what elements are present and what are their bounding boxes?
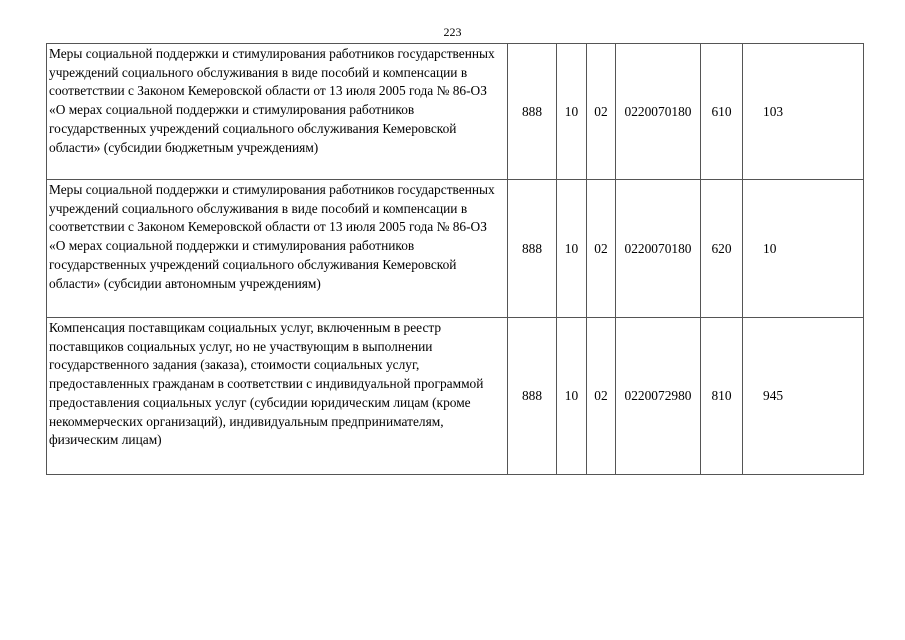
table-row bbox=[47, 318, 864, 475]
subsection-code: 02 bbox=[587, 44, 616, 180]
section-code: 10 bbox=[557, 44, 587, 180]
target-article-code: 0220070180 bbox=[616, 180, 701, 318]
section-code: 10 bbox=[557, 180, 587, 318]
row-description: Меры социальной поддержки и стимулирования работников государственных учреждений социального обслуживания в виде пособий и компенсации в соответствии с Законом Кемеровской области от 13 июля 2005 года № 86-ОЗ «О мерах социальной поддержки и стимулирования работников государственных учреждений социального обслуживания Кемеровской области» (субсидии бюджетным учреждениям) bbox=[47, 44, 508, 180]
section-code: 10 bbox=[557, 318, 587, 475]
amount: 945 bbox=[743, 318, 864, 475]
subsection-code: 02 bbox=[587, 180, 616, 318]
page-number: 223 bbox=[443, 25, 462, 39]
subsection-code: 02 bbox=[587, 318, 616, 475]
expense-type-code: 620 bbox=[701, 180, 743, 318]
ministry-code: 888 bbox=[508, 44, 557, 180]
amount: 103 bbox=[743, 44, 864, 180]
expense-type-code: 810 bbox=[701, 318, 743, 475]
expense-type-code: 610 bbox=[701, 44, 743, 180]
target-article-code: 0220072980 bbox=[616, 318, 701, 475]
budget-table bbox=[46, 43, 864, 475]
row-description: Меры социальной поддержки и стимулирования работников государственных учреждений социального обслуживания в виде пособий и компенсации в соответствии с Законом Кемеровской области от 13 июля 2005 года № 86-ОЗ «О мерах социальной поддержки и стимулирования работников государственных учреждений социального обслуживания Кемеровской области» (субсидии автономным учреждениям) bbox=[47, 180, 508, 318]
table-row bbox=[47, 44, 864, 180]
ministry-code: 888 bbox=[508, 318, 557, 475]
row-description: Компенсация поставщикам социальных услуг, включенным в реестр поставщиков социальных услуг, но не участвующим в выполнении государственного задания (заказа), стоимости социальных услуг, предоставленных гражданам в соответствии с индивидуальной программой предоставления социальных услуг (субсидии юридическим лицам (кроме некоммерческих организаций), индивидуальным предпринимателям, физическим лицам) bbox=[47, 318, 508, 475]
target-article-code: 0220070180 bbox=[616, 44, 701, 180]
amount: 10 bbox=[743, 180, 864, 318]
table-row bbox=[47, 180, 864, 318]
ministry-code: 888 bbox=[508, 180, 557, 318]
